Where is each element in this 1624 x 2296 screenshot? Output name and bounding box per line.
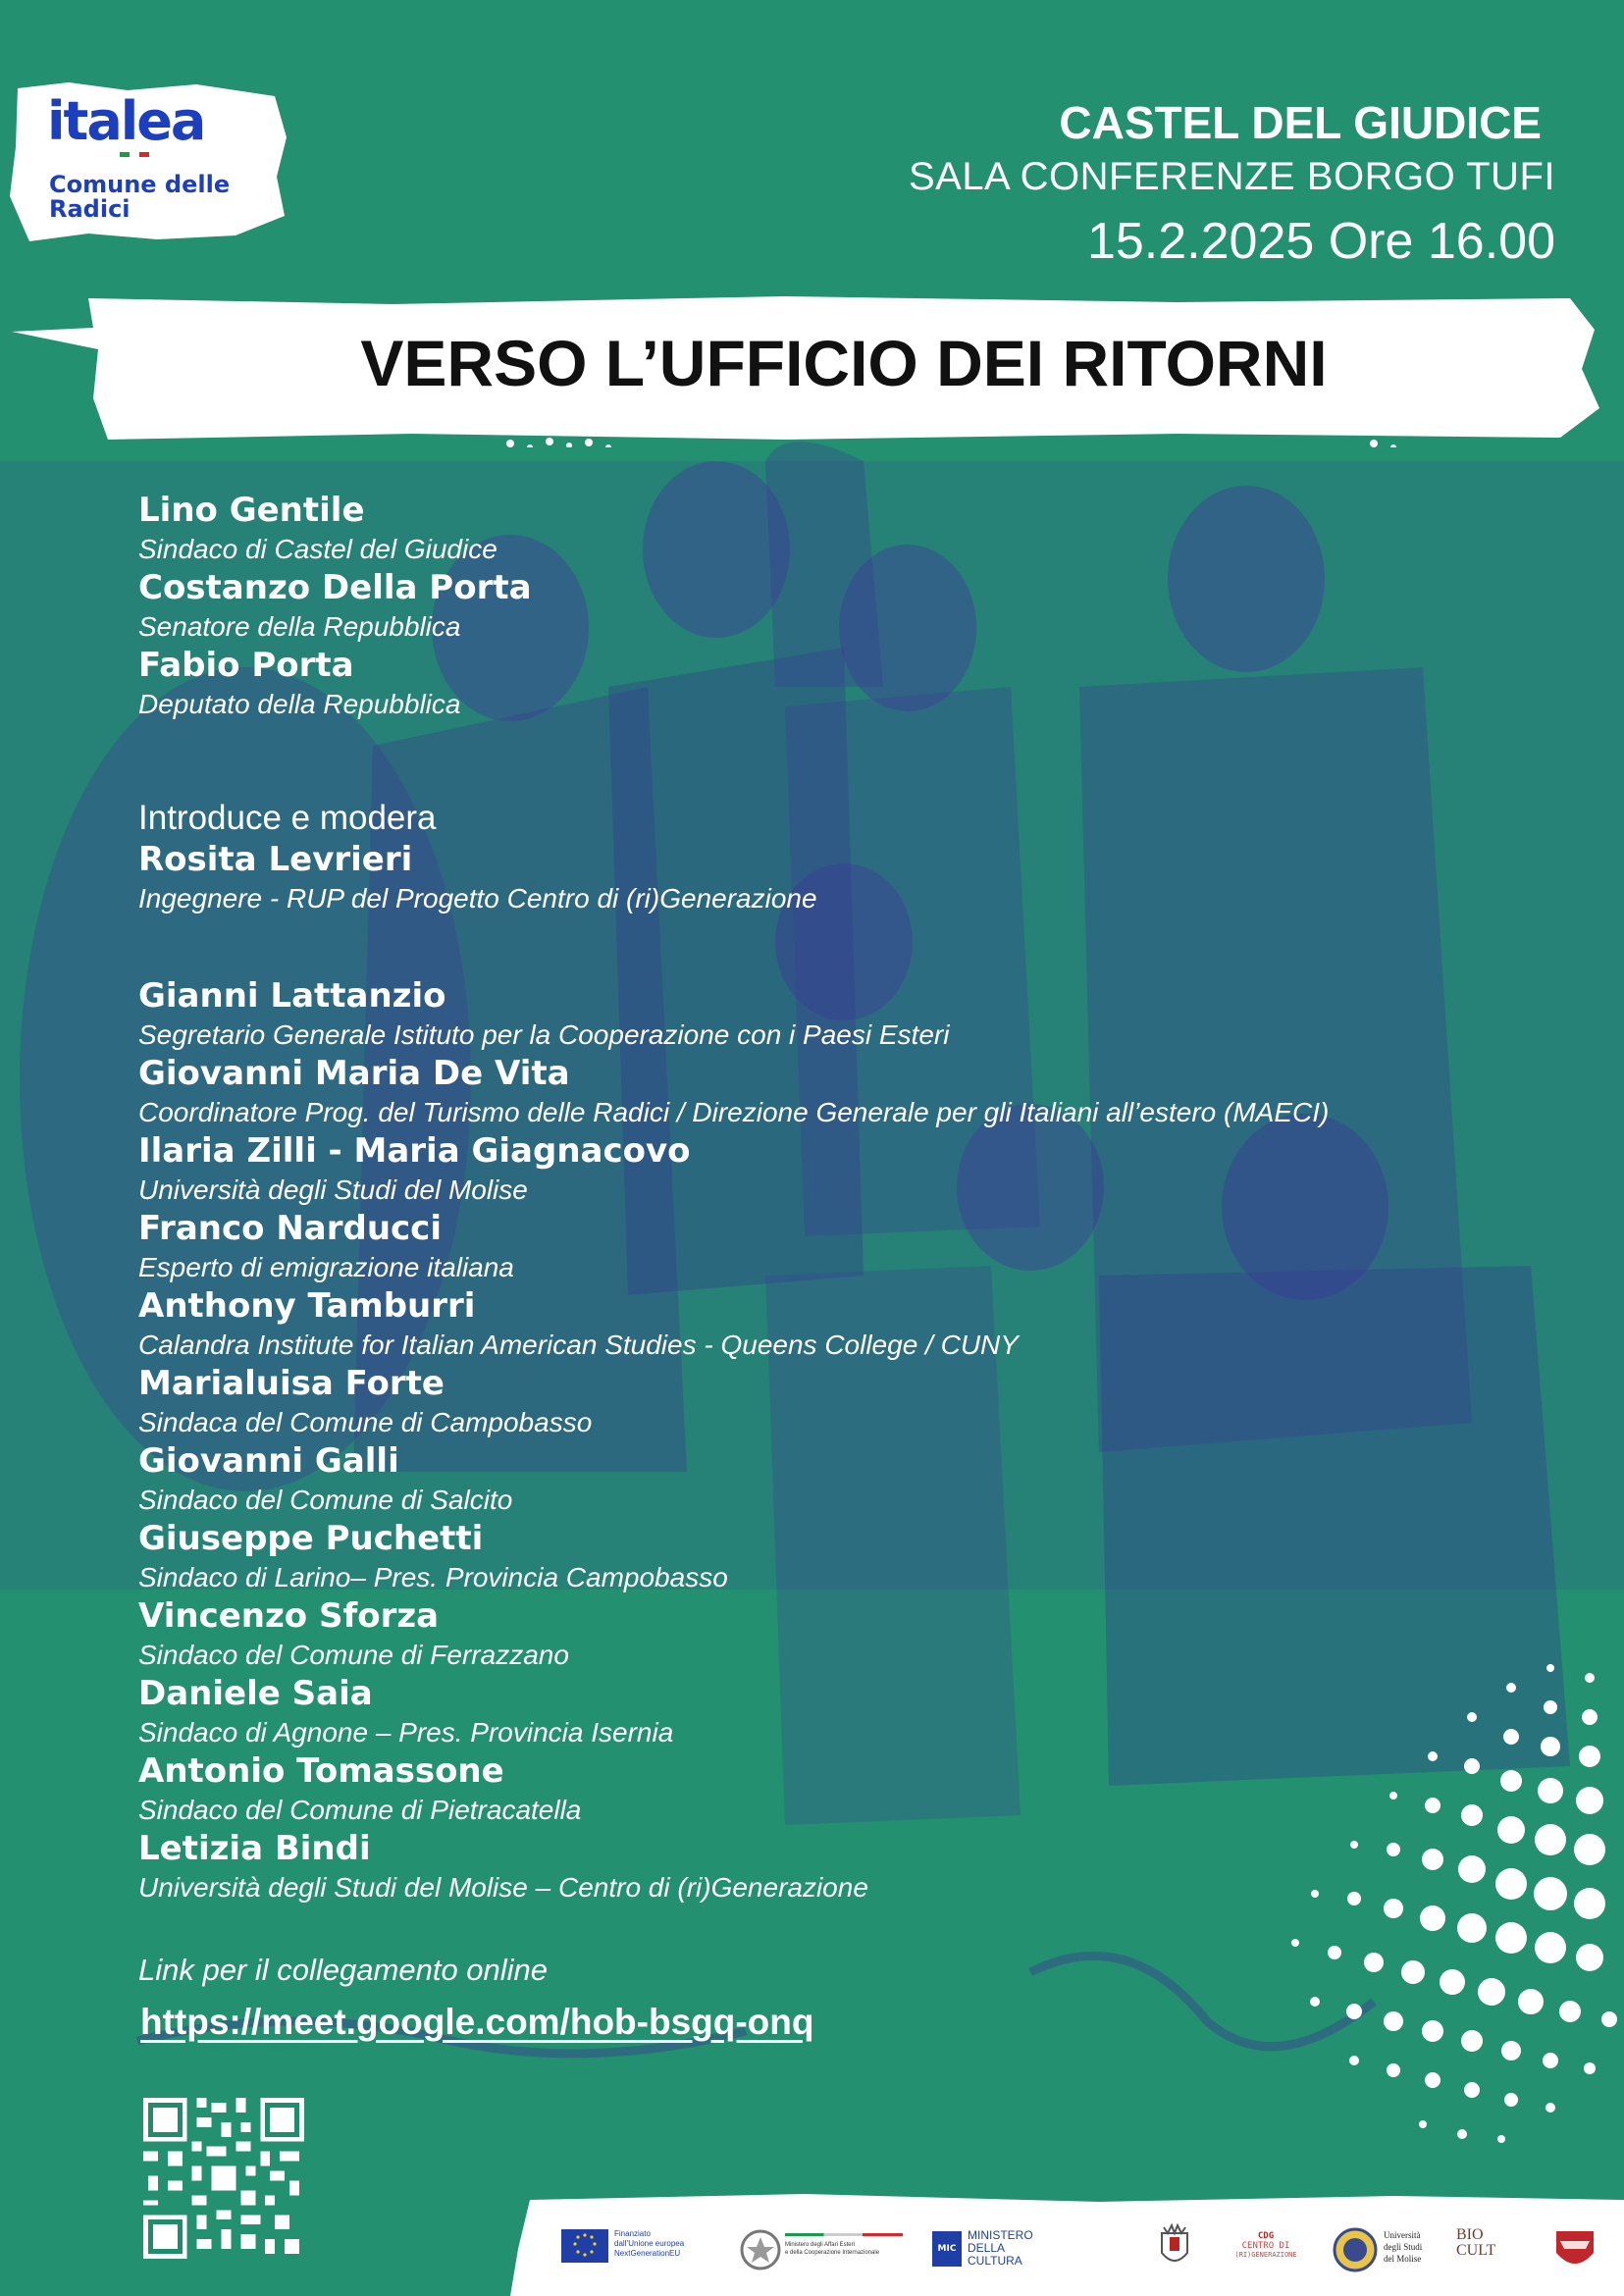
speaker-role: Segretario Generale Istituto per la Cooperazione con i Paesi Esteri (138, 1019, 950, 1050)
speaker-name: Giuseppe Puchetti (138, 1519, 484, 1558)
speaker-name: Ilaria Zilli - Maria Giagnacovo (138, 1131, 691, 1171)
biocult-logo (1456, 2227, 1525, 2272)
speaker-entry (138, 976, 1591, 1054)
italian-republic-emblem-icon (738, 2227, 783, 2272)
speaker-role: Ingegnere - RUP del Progetto Centro di (ri)Generazione (138, 883, 817, 913)
speaker-name: Letizia Bindi (138, 1829, 371, 1868)
maeci-line2: e della Cooperazione Internazionale (785, 2250, 880, 2256)
speaker-role: Calandra Institute for Italian American Studies - Queens College / CUNY (138, 1330, 1019, 1360)
regional-shield-icon (1552, 2227, 1598, 2274)
centro-line1: CDG (1257, 2231, 1275, 2241)
greeting-entry (138, 491, 1591, 568)
speaker-name: Giovanni Galli (138, 1441, 399, 1481)
mic-line1: MINISTERO (968, 2228, 1033, 2242)
biocult-line2: CULT (1456, 2242, 1496, 2259)
speaker-entry (138, 1054, 1591, 1131)
speaker-role: Sindaco di Larino– Pres. Provincia Campobasso (138, 1562, 728, 1592)
unimol-line3: del Molise (1384, 2254, 1422, 2264)
eu-line1: Finanziato (614, 2229, 651, 2238)
speaker-role: Università degli Studi del Molise (138, 1174, 528, 1205)
unimol-seal-icon (1333, 2227, 1378, 2272)
speaker-name: Fabio Porta (138, 646, 354, 685)
speaker-entry (138, 1519, 1591, 1596)
speaker-entry (138, 1364, 1591, 1441)
speaker-role: Sindaca del Comune di Campobasso (138, 1407, 593, 1437)
online-link-label: Link per il collegamento online (138, 1953, 549, 1987)
mic-logo (932, 2227, 1050, 2272)
meeting-link[interactable]: https://meet.google.com/hob-bsgq-onq (140, 2002, 814, 2042)
speaker-role: Esperto di emigrazione italiana (138, 1252, 514, 1282)
municipal-crest-icon (1158, 2223, 1191, 2270)
speaker-name: Marialuisa Forte (138, 1364, 445, 1403)
event-room: SALA CONFERENZE BORGO TUFI (908, 155, 1555, 198)
maeci-line1: Ministero degli Affari Esteri (785, 2242, 855, 2248)
moderator-entry (138, 797, 1591, 917)
mic-line3: CULTURA (968, 2254, 1022, 2268)
speaker-entry (138, 1751, 1591, 1829)
unimol-logo (1333, 2225, 1450, 2274)
speaker-name: Costanzo Della Porta (138, 568, 532, 607)
event-datetime: 15.2.2025 Ore 16.00 (1086, 213, 1555, 270)
moderator-intro: Introduce e modera (138, 799, 437, 837)
centro-line2: CENTRO DI (1241, 2241, 1290, 2251)
speaker-entry (138, 1829, 1591, 1906)
speaker-entry (138, 1674, 1591, 1751)
speaker-role: Sindaco di Castel del Giudice (138, 534, 498, 564)
speaker-name: Rosita Levrieri (138, 840, 413, 879)
brand-wordmark: italea (47, 90, 205, 152)
speaker-role: Sindaco del Comune di Ferrazzano (138, 1640, 569, 1670)
speaker-entry (138, 1441, 1591, 1519)
speaker-name: Vincenzo Sforza (138, 1596, 440, 1636)
mic-line2: DELLA (968, 2241, 1006, 2255)
speaker-name: Antonio Tomassone (138, 1751, 504, 1791)
program-list (138, 491, 1591, 1906)
speaker-role: Sindaco del Comune di Salcito (138, 1485, 513, 1515)
eu-line3: NextGenerationEU (614, 2249, 681, 2258)
speaker-role: Coordinatore Prog. del Turismo delle Radici / Direzione Generale per gli Italiani all’estero (MAECI) (138, 1097, 1330, 1127)
speaker-name: Anthony Tamburri (138, 1286, 476, 1326)
speaker-name: Lino Gentile (138, 491, 365, 530)
eu-flag-icon (561, 2229, 608, 2263)
speaker-name: Daniele Saia (138, 1674, 373, 1713)
speaker-role: Deputato della Repubblica (138, 689, 461, 719)
maeci-logo (785, 2233, 913, 2272)
speaker-entry (138, 1596, 1591, 1674)
speaker-entry (138, 1131, 1591, 1209)
greeting-entry (138, 646, 1591, 723)
brand-subtitle: Comune delle Radici (49, 171, 231, 223)
event-venue: CASTEL DEL GIUDICE (1059, 97, 1542, 148)
speaker-entry (138, 1209, 1591, 1286)
speaker-role: Senatore della Repubblica (138, 611, 461, 642)
greeting-entry (138, 568, 1591, 646)
biocult-line1: BIO (1456, 2226, 1484, 2243)
mic-mark: MIC (932, 2231, 962, 2267)
event-title: VERSO L’UFFICIO DEI RITORNI (360, 327, 1328, 399)
centro-rigenerazione-logo (1217, 2231, 1315, 2270)
speaker-role: Sindaco del Comune di Pietracatella (138, 1795, 582, 1825)
unimol-line2: degli Studi (1384, 2242, 1423, 2252)
speaker-name: Franco Narducci (138, 1209, 442, 1248)
centro-line3: (RI)GENERAZIONE (1234, 2251, 1297, 2259)
speaker-entry (138, 1286, 1591, 1364)
eu-funding-logo (561, 2229, 758, 2269)
speaker-role: Sindaco di Agnone – Pres. Provincia Isernia (138, 1717, 674, 1748)
eu-line2: dall’Unione europea (614, 2239, 685, 2248)
unimol-line1: Università (1384, 2230, 1421, 2240)
qr-code-icon[interactable] (143, 2098, 304, 2259)
speaker-role: Università degli Studi del Molise – Centro di (ri)Generazione (138, 1872, 868, 1903)
speaker-name: Giovanni Maria De Vita (138, 1054, 570, 1093)
speaker-name: Gianni Lattanzio (138, 976, 446, 1016)
italian-flag-icon (120, 152, 149, 157)
